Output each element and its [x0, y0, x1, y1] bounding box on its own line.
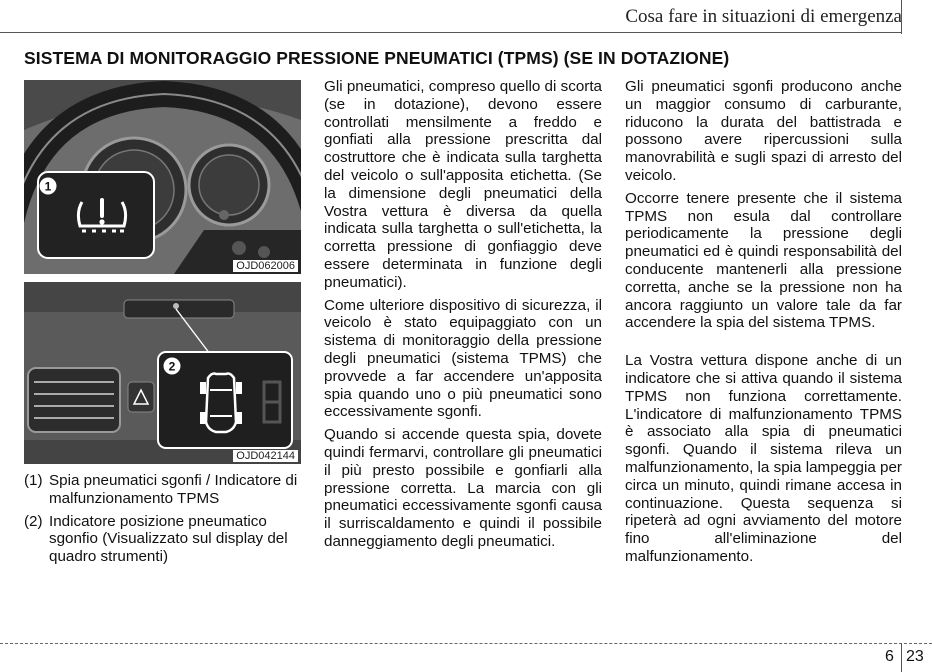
legend-number: (2) — [24, 512, 43, 530]
legend-number: (1) — [24, 472, 43, 489]
page-number: 23 — [906, 648, 924, 665]
chapter-number: 6 — [885, 648, 894, 665]
legend-item — [24, 513, 306, 566]
text-column-1 — [324, 78, 602, 556]
legend-text: Spia pneumatici sgonfi / Indicatore di malfunzionamento TPMS — [49, 472, 298, 507]
paragraph: Quando si accende questa spia, dovete quindi fermarvi, controllare gli pneumatici il più presto possibile e gonfiarli alla pressione corretta. La marcia con gli pneumatici eccessivamente sgonfi causa il surriscaldamento e quindi il possibile danneggiamento degli pneumatici. — [324, 426, 602, 550]
paragraph: Gli pneumatici sgonfi producono anche un maggior consumo di carburante, riducono la durata del battistrada e possono avere ripercussioni sulla manovrabilità e sugli spazi di arresto del veicolo. — [625, 78, 902, 184]
center-display-illustration — [24, 282, 301, 464]
footer-rule — [0, 643, 932, 644]
figure-instrument-cluster — [24, 80, 301, 274]
header-divider — [901, 0, 902, 34]
figure-center-display — [24, 282, 301, 464]
text-column-2 — [625, 78, 902, 571]
figure1-callout-number: 1 — [44, 179, 52, 194]
legend-text: Indicatore posizione pneumatico sgonfio (Visualizzato sul display del quadro strumenti) — [49, 512, 288, 566]
figure-legend — [24, 472, 306, 571]
header-rule — [0, 32, 902, 33]
figure1-code: OJD062006 — [233, 260, 298, 272]
paragraph: Occorre tenere presente che il sistema TPMS non esula dal controllare periodicamente la pressione degli pneumatici ed è quindi responsabilità del conducente mantenerli alla pressione corretta, anche se la pressione non ha ancora raggiunto un valore tale da far accendere la spia del sistema TPMS. — [625, 189, 902, 332]
figure2-code: OJD042144 — [233, 450, 298, 462]
figure2-callout-number: 2 — [168, 359, 176, 374]
paragraph: La Vostra vettura dispone anche di un indicatore che si attiva quando il sistema TPMS non funziona correttamente. L'indicatore di malfunzionamento TPMS è associato alla spia di pneumatici sgonfi. Quando il sistema rileva un malfunzionamento, la spia lampeggia per circa un minuto, quindi rimane accesa in continuazione. Questa sequenza si ripeterà ad ogni avviamento del motore fino all'eliminazione del malfunzionamento. — [625, 352, 902, 565]
paragraph: Gli pneumatici, compreso quello di scorta (se in dotazione), devono essere controllati mensilmente a freddo e gonfiati alla pressione prescritta dal costruttore che è indicata sulla targhetta del veicolo o sull'apposita etichetta. (Se la dimensione degli pneumatici della Vostra vettura è diversa da quella indicata sulla targhetta o sull'etichetta, la corretta pressione di gonfiaggio deve essere determinata in funzione degli pneumatici). — [324, 78, 602, 291]
instrument-cluster-illustration — [24, 80, 301, 274]
section-title: SISTEMA DI MONITORAGGIO PRESSIONE PNEUMATICI (TPMS) (SE IN DOTAZIONE) — [24, 48, 730, 68]
chapter-title: Cosa fare in situazioni di emergenza — [625, 6, 902, 27]
legend-item — [24, 472, 306, 508]
paragraph: Come ulteriore dispositivo di sicurezza, il veicolo è stato equipaggiato con un sistema di monitoraggio della pressione degli pneumatici (sistema TPMS) che provvede a far accendere un'apposita spia quando uno o più pneumatici sono eccessivamente sgonfi. — [324, 296, 602, 421]
footer-divider — [901, 643, 902, 672]
